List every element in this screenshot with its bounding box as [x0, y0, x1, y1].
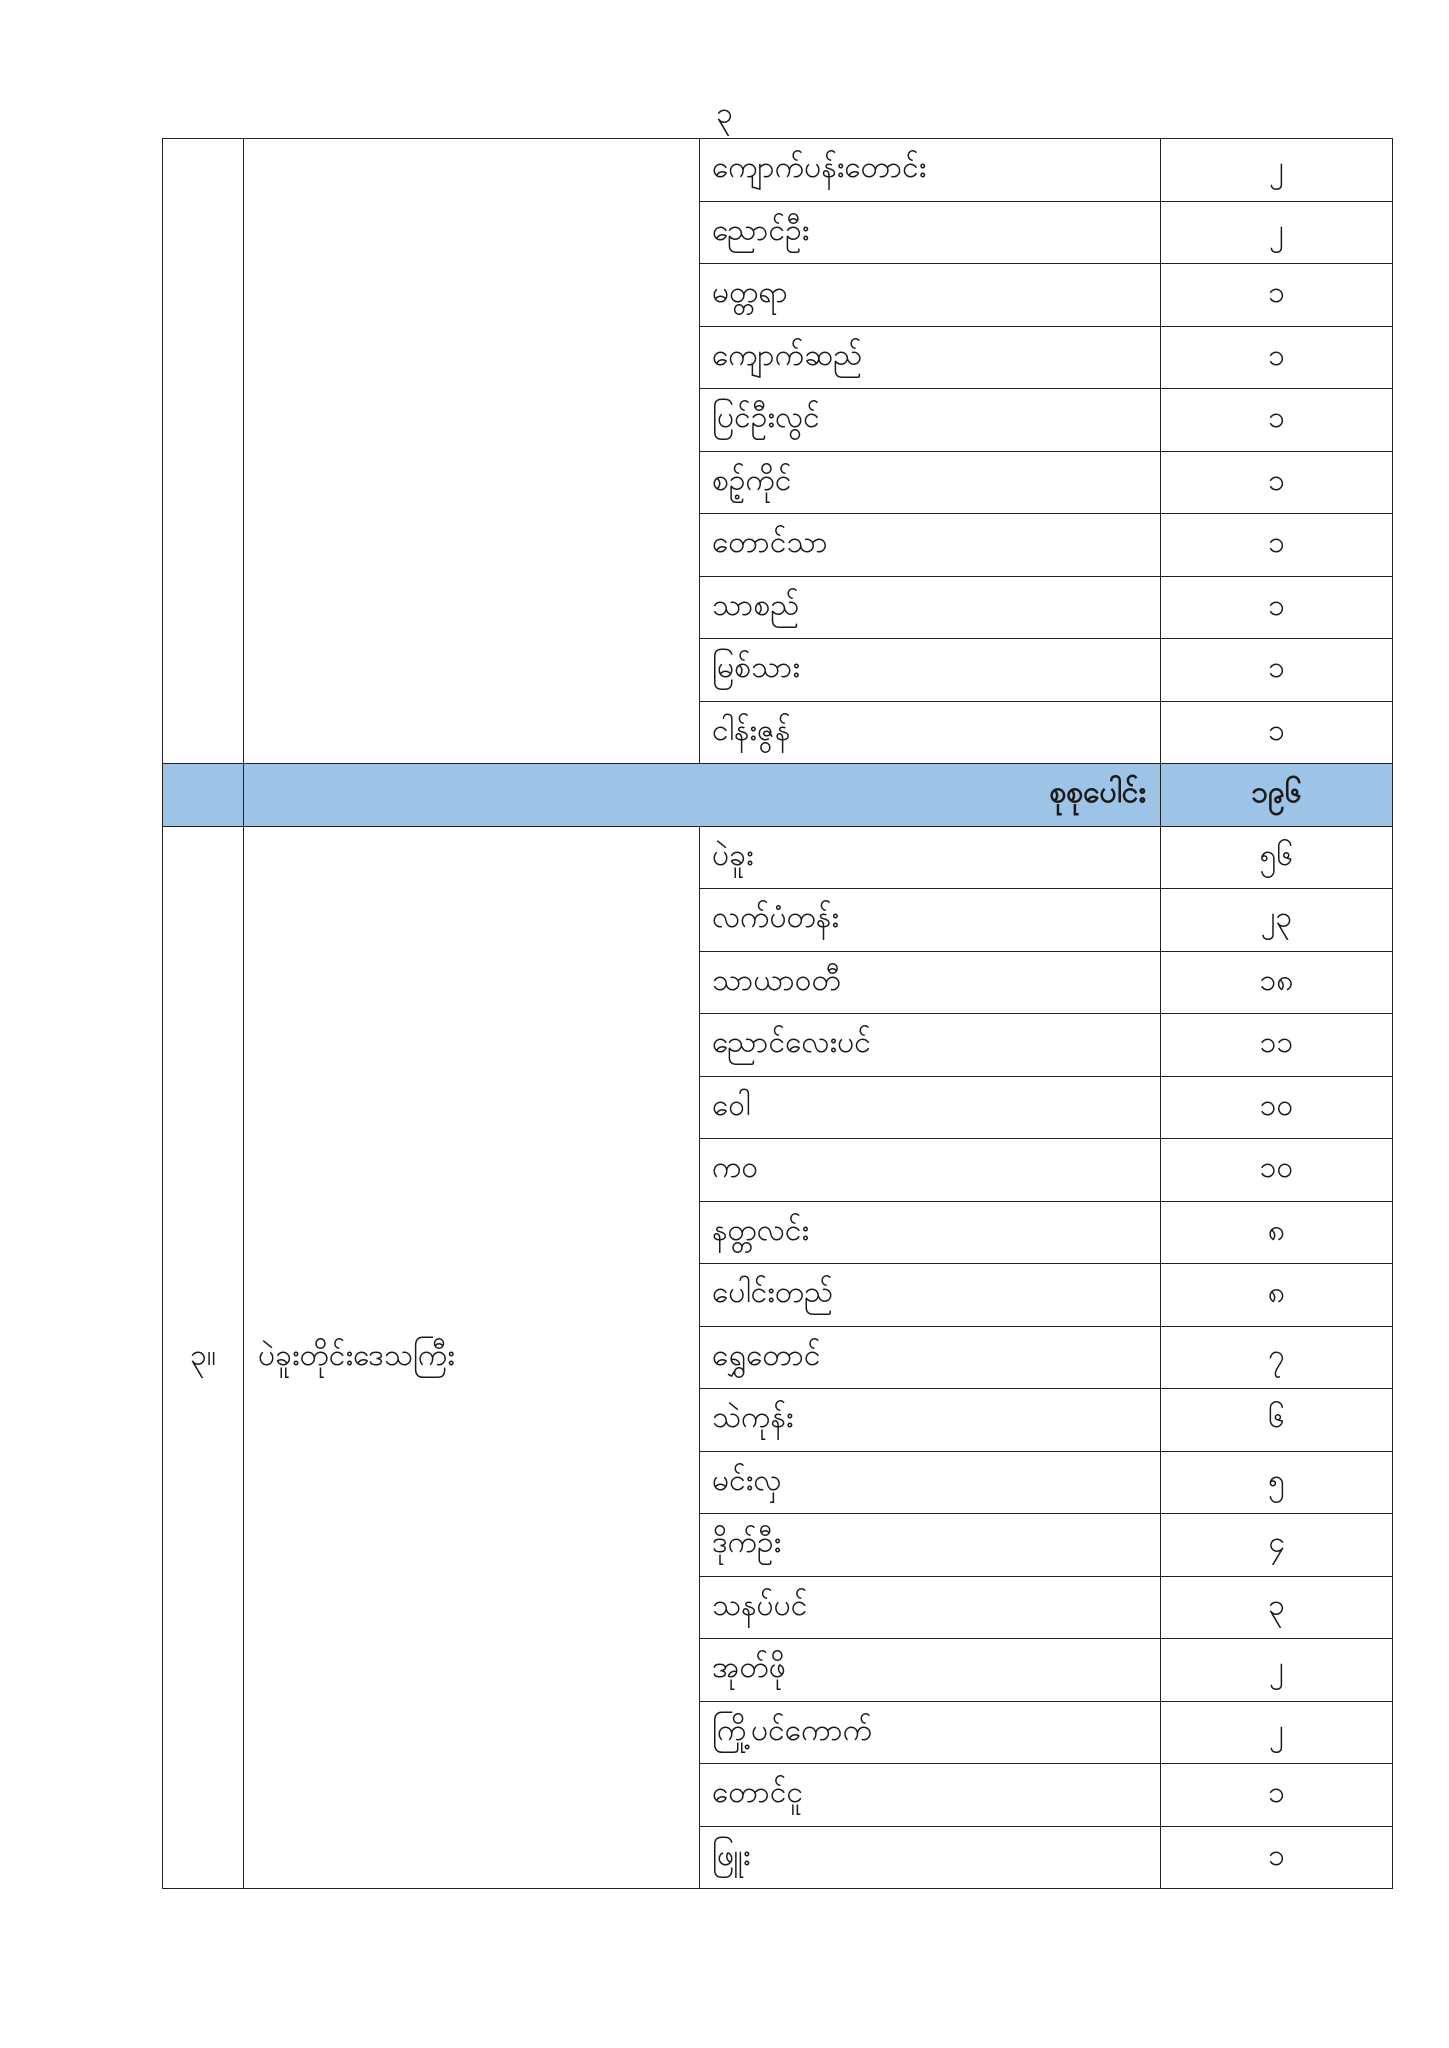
township-count: ၁ — [1161, 389, 1393, 452]
township-count: ၁ — [1161, 451, 1393, 514]
township-name: ပဲခူး — [700, 826, 1161, 889]
total-value: ၁၉၆ — [1161, 764, 1393, 827]
township-name: ပြင်ဦးလွင် — [700, 389, 1161, 452]
township-name: တောင်သာ — [700, 514, 1161, 577]
township-count: ၇ — [1161, 1326, 1393, 1389]
township-table — [162, 138, 1393, 1889]
township-name: ငါန်းဇွန် — [700, 701, 1161, 764]
township-count: ၅ — [1161, 1451, 1393, 1514]
township-name: အုတ်ဖို — [700, 1639, 1161, 1702]
region-name: ပဲခူးတိုင်းဒေသကြီး — [244, 826, 700, 1889]
page-number: ၃ — [716, 96, 733, 131]
township-name: ပေါင်းတည် — [700, 1264, 1161, 1327]
township-count: ၂ — [1161, 1701, 1393, 1764]
township-name: မင်းလှ — [700, 1451, 1161, 1514]
township-count: ၂ — [1161, 201, 1393, 264]
township-name: သနပ်ပင် — [700, 1576, 1161, 1639]
township-name: ဒိုက်ဦး — [700, 1514, 1161, 1577]
township-name: ကြို့ပင်ကောက် — [700, 1701, 1161, 1764]
township-name: မြစ်သား — [700, 639, 1161, 702]
township-name: လက်ပံတန်း — [700, 889, 1161, 952]
region-number-cell — [163, 139, 244, 764]
township-count: ၃ — [1161, 1576, 1393, 1639]
total-row — [163, 764, 1393, 827]
township-name: စဉ့်ကိုင် — [700, 451, 1161, 514]
township-count: ၁၀ — [1161, 1076, 1393, 1139]
township-name: ညောင်လေးပင် — [700, 1014, 1161, 1077]
township-table-body — [163, 139, 1393, 1889]
township-count: ၁ — [1161, 576, 1393, 639]
township-name: ဖြူး — [700, 1826, 1161, 1889]
township-count: ၆ — [1161, 1389, 1393, 1452]
township-name: ညောင်ဦး — [700, 201, 1161, 264]
total-blank-cell — [163, 764, 244, 827]
township-name: သာစည် — [700, 576, 1161, 639]
region-name-cell — [244, 139, 700, 764]
township-count: ၁ — [1161, 264, 1393, 327]
total-label: စုစုပေါင်း — [244, 764, 1161, 827]
township-count: ၁၁ — [1161, 1014, 1393, 1077]
township-count: ၂၃ — [1161, 889, 1393, 952]
township-count: ၁ — [1161, 1826, 1393, 1889]
township-count: ၅၆ — [1161, 826, 1393, 889]
township-count: ၁ — [1161, 1764, 1393, 1827]
township-count: ၈ — [1161, 1264, 1393, 1327]
township-name: ကဝ — [700, 1139, 1161, 1202]
township-name: ကျောက်ဆည် — [700, 326, 1161, 389]
township-count: ၄ — [1161, 1514, 1393, 1577]
township-name: နတ္တလင်း — [700, 1201, 1161, 1264]
township-count: ၁ — [1161, 701, 1393, 764]
region-number: ၃။ — [163, 826, 244, 1889]
township-name: ရွှေတောင် — [700, 1326, 1161, 1389]
table-row — [163, 826, 1393, 889]
township-name: ဝေါ — [700, 1076, 1161, 1139]
township-name: တောင်ငူ — [700, 1764, 1161, 1827]
township-count: ၁၀ — [1161, 1139, 1393, 1202]
township-count: ၂ — [1161, 1639, 1393, 1702]
township-name: ကျောက်ပန်းတောင်း — [700, 139, 1161, 202]
township-count: ၂ — [1161, 139, 1393, 202]
township-count: ၁ — [1161, 639, 1393, 702]
township-count: ၁ — [1161, 326, 1393, 389]
township-count: ၈ — [1161, 1201, 1393, 1264]
table-row — [163, 139, 1393, 202]
township-name: မတ္တရာ — [700, 264, 1161, 327]
township-count: ၁၈ — [1161, 951, 1393, 1014]
township-name: သာယာဝတီ — [700, 951, 1161, 1014]
township-count: ၁ — [1161, 514, 1393, 577]
township-name: သဲကုန်း — [700, 1389, 1161, 1452]
